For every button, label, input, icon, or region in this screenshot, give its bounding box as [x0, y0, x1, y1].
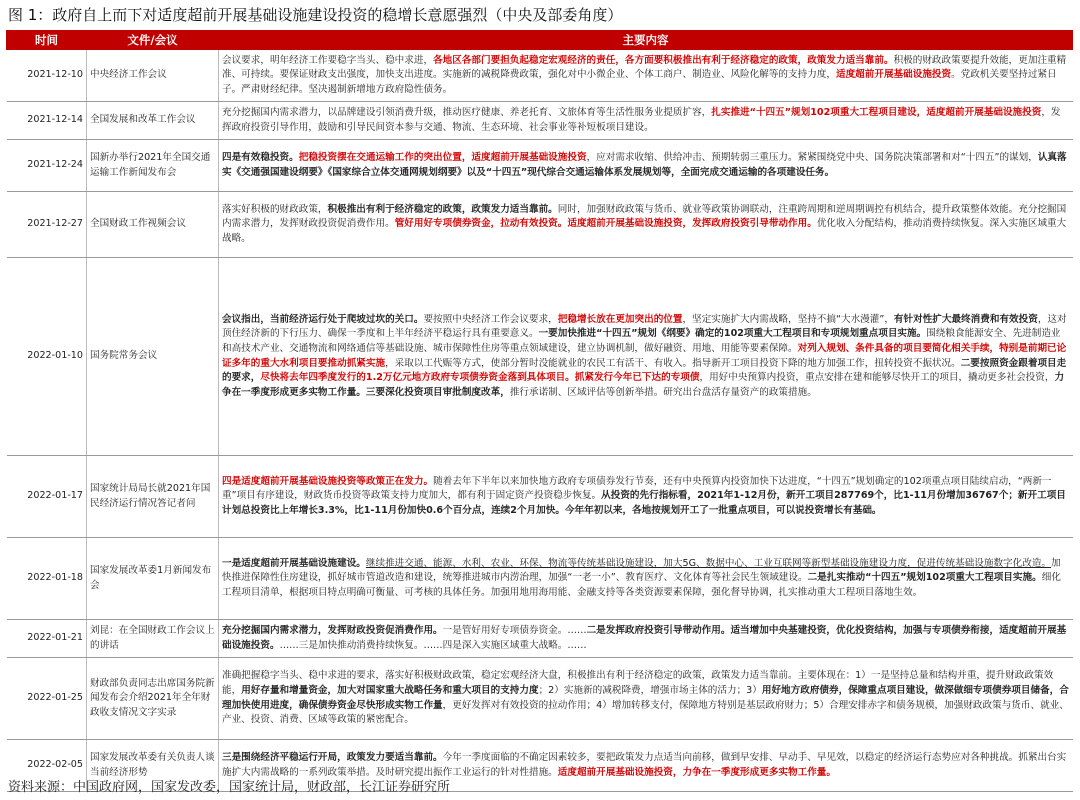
content-text: 。党政机关要坚持过紧日子。严肃财经纪律。坚决遏制新增地方政府隐性债务。	[222, 69, 1057, 95]
row-content	[219, 258, 1073, 456]
row-time: 2022-01-17	[7, 456, 87, 538]
content-text: 四是有效稳投资。	[222, 151, 299, 163]
content-text: 认真落实《交通强国建设纲要》《国家综合立体交通网规划纲要》以及“十四五”现代综合交通运输体系发展规划等，全面完成交通运输的各项建设任务。	[222, 151, 1067, 178]
content-text: 有针对性扩大最终消费和有效投资	[893, 313, 1038, 325]
table-row	[7, 140, 1073, 192]
content-text: 会议要求，明年经济工作要稳字当头、稳中求进，	[222, 54, 434, 66]
content-text: 二是扎实推动“十四五”规划102项重大工程项目实施。	[807, 572, 1042, 584]
content-text: ，发挥政府投资引导作用，鼓励和引导民间资本参与交通、物流、生态环境、社会事业等补短板项目建设。	[222, 106, 1061, 133]
content-text: 细化工程项目清单，根据项目特点明确可衡量、可考核的具体任务。加强用地用海用能、金融支持等各类资源要素保障，强化督导协调，扎实推动重大工程项目落地生效。	[222, 572, 1061, 598]
row-content	[219, 102, 1073, 140]
row-time: 2021-12-14	[7, 102, 87, 140]
content-text: 从投资的先行指标看，2021年1-12月份，新开工项目287769个，比1-11月份增加36767个；新开工项目计划总投资比上年增长3.3%，比1-11月份加快0.6个百分点，连续2个月加快。今年年初以来，各地按规划开工了一批重点项目，可以说投资增长有基础。	[222, 490, 1066, 516]
row-doc: 国新办举行2021年全国交通运输工作新闻发布会	[87, 140, 219, 192]
content-text: ，采取以工代赈等方式，使部分暂时没能就业的农民工有活干、有收入。指导新开工项目投资下降的地方加强工作，扭转投资不振状况。	[385, 357, 961, 369]
table-row	[7, 258, 1073, 456]
highlight-text: 把稳投资摆在交通运输工作的突出位置，适度超前开展基础设施投资	[298, 151, 587, 163]
content-text: 充分挖掘国内需求潜力，以品牌建设引领消费升级，推动医疗健康、养老托育、文旅体育等生活性服务业提质扩容，	[222, 106, 712, 118]
content-text: 充分挖掘国内需求潜力，发挥财政投资促消费作用。	[222, 624, 443, 636]
row-time: 2022-01-25	[7, 658, 87, 740]
row-doc: 国务院常务会议	[87, 258, 219, 456]
content-text: 二要按照资金跟着项目走的要求，	[222, 357, 1067, 384]
content-text: 随着去年下半年以来加快地方政府专项债券发行节奏，还有中央预算内投资加快下达进度，“十四五”规划确定的102项重点项目陆续启动，“两新一重”项目有序建设，财政货币投资等政策支持力度加大，都有利于固定资产投资稳步恢复。	[222, 475, 1052, 502]
source-note: 资料来源：中国政府网，国家发改委，国家统计局，财政部，长江证券研究所	[8, 780, 451, 795]
row-content	[219, 192, 1073, 258]
row-doc: 刘昆：在全国财政工作会议上的讲话	[87, 620, 219, 658]
table-row	[7, 658, 1073, 740]
content-text: 准确把握稳字当头、稳中求进的要求，落实好积极财政政策，稳定宏观经济大盘，积极推出有利于经济稳定的政策，政策发力适当靠前。主要体现在：1）一是坚持总量和结构并重，提升财政政策效能，	[222, 670, 1054, 696]
row-content	[219, 658, 1073, 740]
content-text: ……三是加快推动消费持续恢复。……四是深入实施区域重大战略。……	[279, 639, 587, 651]
content-text: 积极的财政政策要提升效能，更加注重精准、可持续。要保证财政支出强度，加快支出进度。实施新的减税降费政策，强化对中小微企业、个体工商户、制造业、风险化解等的支持力度，	[222, 54, 1067, 81]
header-doc: 文件/会议	[87, 31, 219, 50]
content-text: 今年一季度面临的不确定因素较多，要把政策发力点适当向前移，做到早安排、早动手、早见效，以稳定的经济运行态势应对各种挑战。抓紧出台实施扩大内需战略的一系列政策举措。及时研究提出振作工业运行的针对性措施。	[222, 751, 1067, 778]
content-text: 二是发挥政府投资引导带动作用。适当增加中央基建投资，优化投资结构，加强与专项债券衔接，适度超前开展基础设施投资。	[222, 624, 1067, 651]
row-time: 2021-12-10	[7, 50, 87, 102]
content-text: ，应对需求收缩、供给冲击、预期转弱三重压力。紧紧围绕党中央、国务院决策部署和对“十四五”的谋划，	[586, 151, 1038, 163]
header-content: 主要内容	[219, 31, 1073, 50]
content-text: 落实好积极的财政政策，	[222, 203, 328, 215]
table-row	[7, 620, 1073, 658]
row-time: 2022-01-10	[7, 258, 87, 456]
content-text: 用好存量和增量资金，加大对国家重大战略任务和重大项目的支持力度	[241, 684, 539, 696]
row-content	[219, 456, 1073, 538]
figure-title: 图 1：政府自上而下对适度超前开展基础设施建设投资的稳增长意愿强烈（中央及部委角度）	[8, 6, 623, 24]
content-text: 同时，加强财政政策与货币、就业等政策协调联动，注重跨周期和逆周期调控有机结合，提升政策整体效能。充分挖掘国内需求潜力，发挥财政投资促消费作用。	[222, 203, 1067, 230]
highlight-text: 把稳增长放在更加突出的位置	[557, 313, 683, 325]
highlight-text: 尽快将去年四季度发行的1.2万亿元地方政府专项债券资金落到具体项目。抓紧发行今年已下达的专项债	[260, 372, 700, 384]
row-time: 2021-12-24	[7, 140, 87, 192]
table-row	[7, 50, 1073, 102]
content-text: 一是管好用好专项债券资金。……	[442, 624, 587, 636]
highlight-text: 适度超前开展基础设施投资，力争在一季度形成更多实物工作量。	[557, 766, 836, 778]
row-content	[219, 538, 1073, 620]
row-time: 2021-12-27	[7, 192, 87, 258]
content-text: 一要加快推进“十四五”规划《纲要》确定的102项重大工程项目和专项规划重点项目实施。	[538, 328, 927, 340]
row-time: 2022-02-05	[7, 740, 87, 792]
content-text: 一是适度超前开展基础设施建设。	[222, 557, 366, 569]
row-time: 2022-01-18	[7, 538, 87, 620]
row-content	[219, 620, 1073, 658]
policy-table	[6, 30, 1073, 792]
content-text: ；2）实施新的减税降费，增强市场主体的活力；3）	[538, 684, 762, 696]
content-text: ，更好发挥对有效投资的拉动作用；4）增加转移支付，保障地方特别是基层政府财力；5）合理安排赤字和债务规模，加强财政政策与货币、就业、产业、投资、消费、区域等政策的紧密配合。	[222, 699, 1069, 726]
row-doc: 全国财政工作视频会议	[87, 192, 219, 258]
content-text: ，坚定实施扩大内需战略，坚持不搞“大水漫灌”，	[682, 313, 894, 325]
table-row	[7, 192, 1073, 258]
content-text: 会议指出，当前经济运行处于爬坡过坎的关口。	[222, 313, 424, 325]
content-text: 继续推进交通、能源、水利、农业、环保、物流等传统基础设施建设，加大5G、数据中心、工业互联网等新型基础设施建设力度，促进传统基础设施数字化改造。	[365, 557, 1052, 569]
highlight-text: 各地区各部门要担负起稳定宏观经济的责任，各方面要积极推出有利于经济稳定的政策，政策发力适当靠前。	[433, 54, 894, 66]
table-row	[7, 102, 1073, 140]
highlight-text: 管好用好专项债券资金，拉动有效投资。适度超前开展基础设施投资，发挥政府投资引导带动作用。	[394, 218, 817, 230]
content-text: ，这对顶住经济新的下行压力、确保一季度和上半年经济平稳运行具有重要意义。	[222, 313, 1067, 340]
row-doc: 全国发展和改革工作会议	[87, 102, 219, 140]
content-text: 积极推出有利于经济稳定的政策，政策发力适当靠前。	[327, 203, 558, 215]
highlight-text: 对列入规划、条件具备的项目要简化相关手续，特别是前期已论证多年的重大水利项目要推动抓紧实施	[222, 342, 1067, 369]
row-doc: 国家发展改革委有关负责人谈当前经济形势	[87, 740, 219, 792]
content-text: 力争在一季度形成更多实物工作量。三要深化投资项目审批制度改革，	[222, 372, 1065, 398]
row-doc: 财政部负责同志出席国务院新闻发布会介绍2021年全年财政收支情况文字实录	[87, 658, 219, 740]
row-content	[219, 140, 1073, 192]
row-content	[219, 50, 1073, 102]
content-text: 推行承诺制、区域评估等创新举措。研究出台盘活存量资产的政策措施。	[509, 386, 817, 398]
content-text: 要按照中央经济工作会议要求，	[423, 313, 558, 325]
highlight-text: 四是适度超前开展基础设施投资等政策正在发力。	[222, 475, 434, 487]
content-text: 加快推进保障性住房建设，抓好城市管道改造和建设，统筹推进城市内涝治理，加强“一老一小”、教育医疗、文化体育等社会民生领域建设。	[222, 557, 1061, 584]
table-header-row	[7, 31, 1073, 50]
table-row	[7, 538, 1073, 620]
row-time: 2022-01-21	[7, 620, 87, 658]
table-row	[7, 456, 1073, 538]
highlight-text: 适度超前开展基础设施投资	[836, 69, 952, 81]
header-time: 时间	[7, 31, 87, 50]
row-doc: 国家统计局局长就2021年国民经济运行情况答记者问	[87, 456, 219, 538]
content-text: 围绕粮食能源安全、先进制造业和高技术产业、交通物流和网络通信等基础设施、城市保障性住房等重点领域建设，建立协调机制，做好融资、用地、用能等要素保障。	[222, 328, 1061, 354]
content-text: 用好地方政府债券，保障重点项目建设，做深做细专项债券项目储备，合理加快使用进度，确保债券资金尽快形成实物工作量	[222, 684, 1069, 711]
content-text: 三是围绕经济平稳运行开局，政策发力要适当靠前。	[222, 751, 443, 763]
content-text: ，用好中央预算内投资，重点安排在建和能够尽快开工的项目，撬动更多社会投资，	[699, 372, 1055, 384]
content-text: 优化收入分配结构，推动消费持续恢复。深入实施区域重大战略。	[222, 218, 1067, 244]
row-doc: 国家发展改革委1月新闻发布会	[87, 538, 219, 620]
highlight-text: 扎实推进“十四五”规划102项重大工程项目建设，适度超前开展基础设施投资	[711, 106, 1042, 118]
row-doc: 中央经济工作会议	[87, 50, 219, 102]
